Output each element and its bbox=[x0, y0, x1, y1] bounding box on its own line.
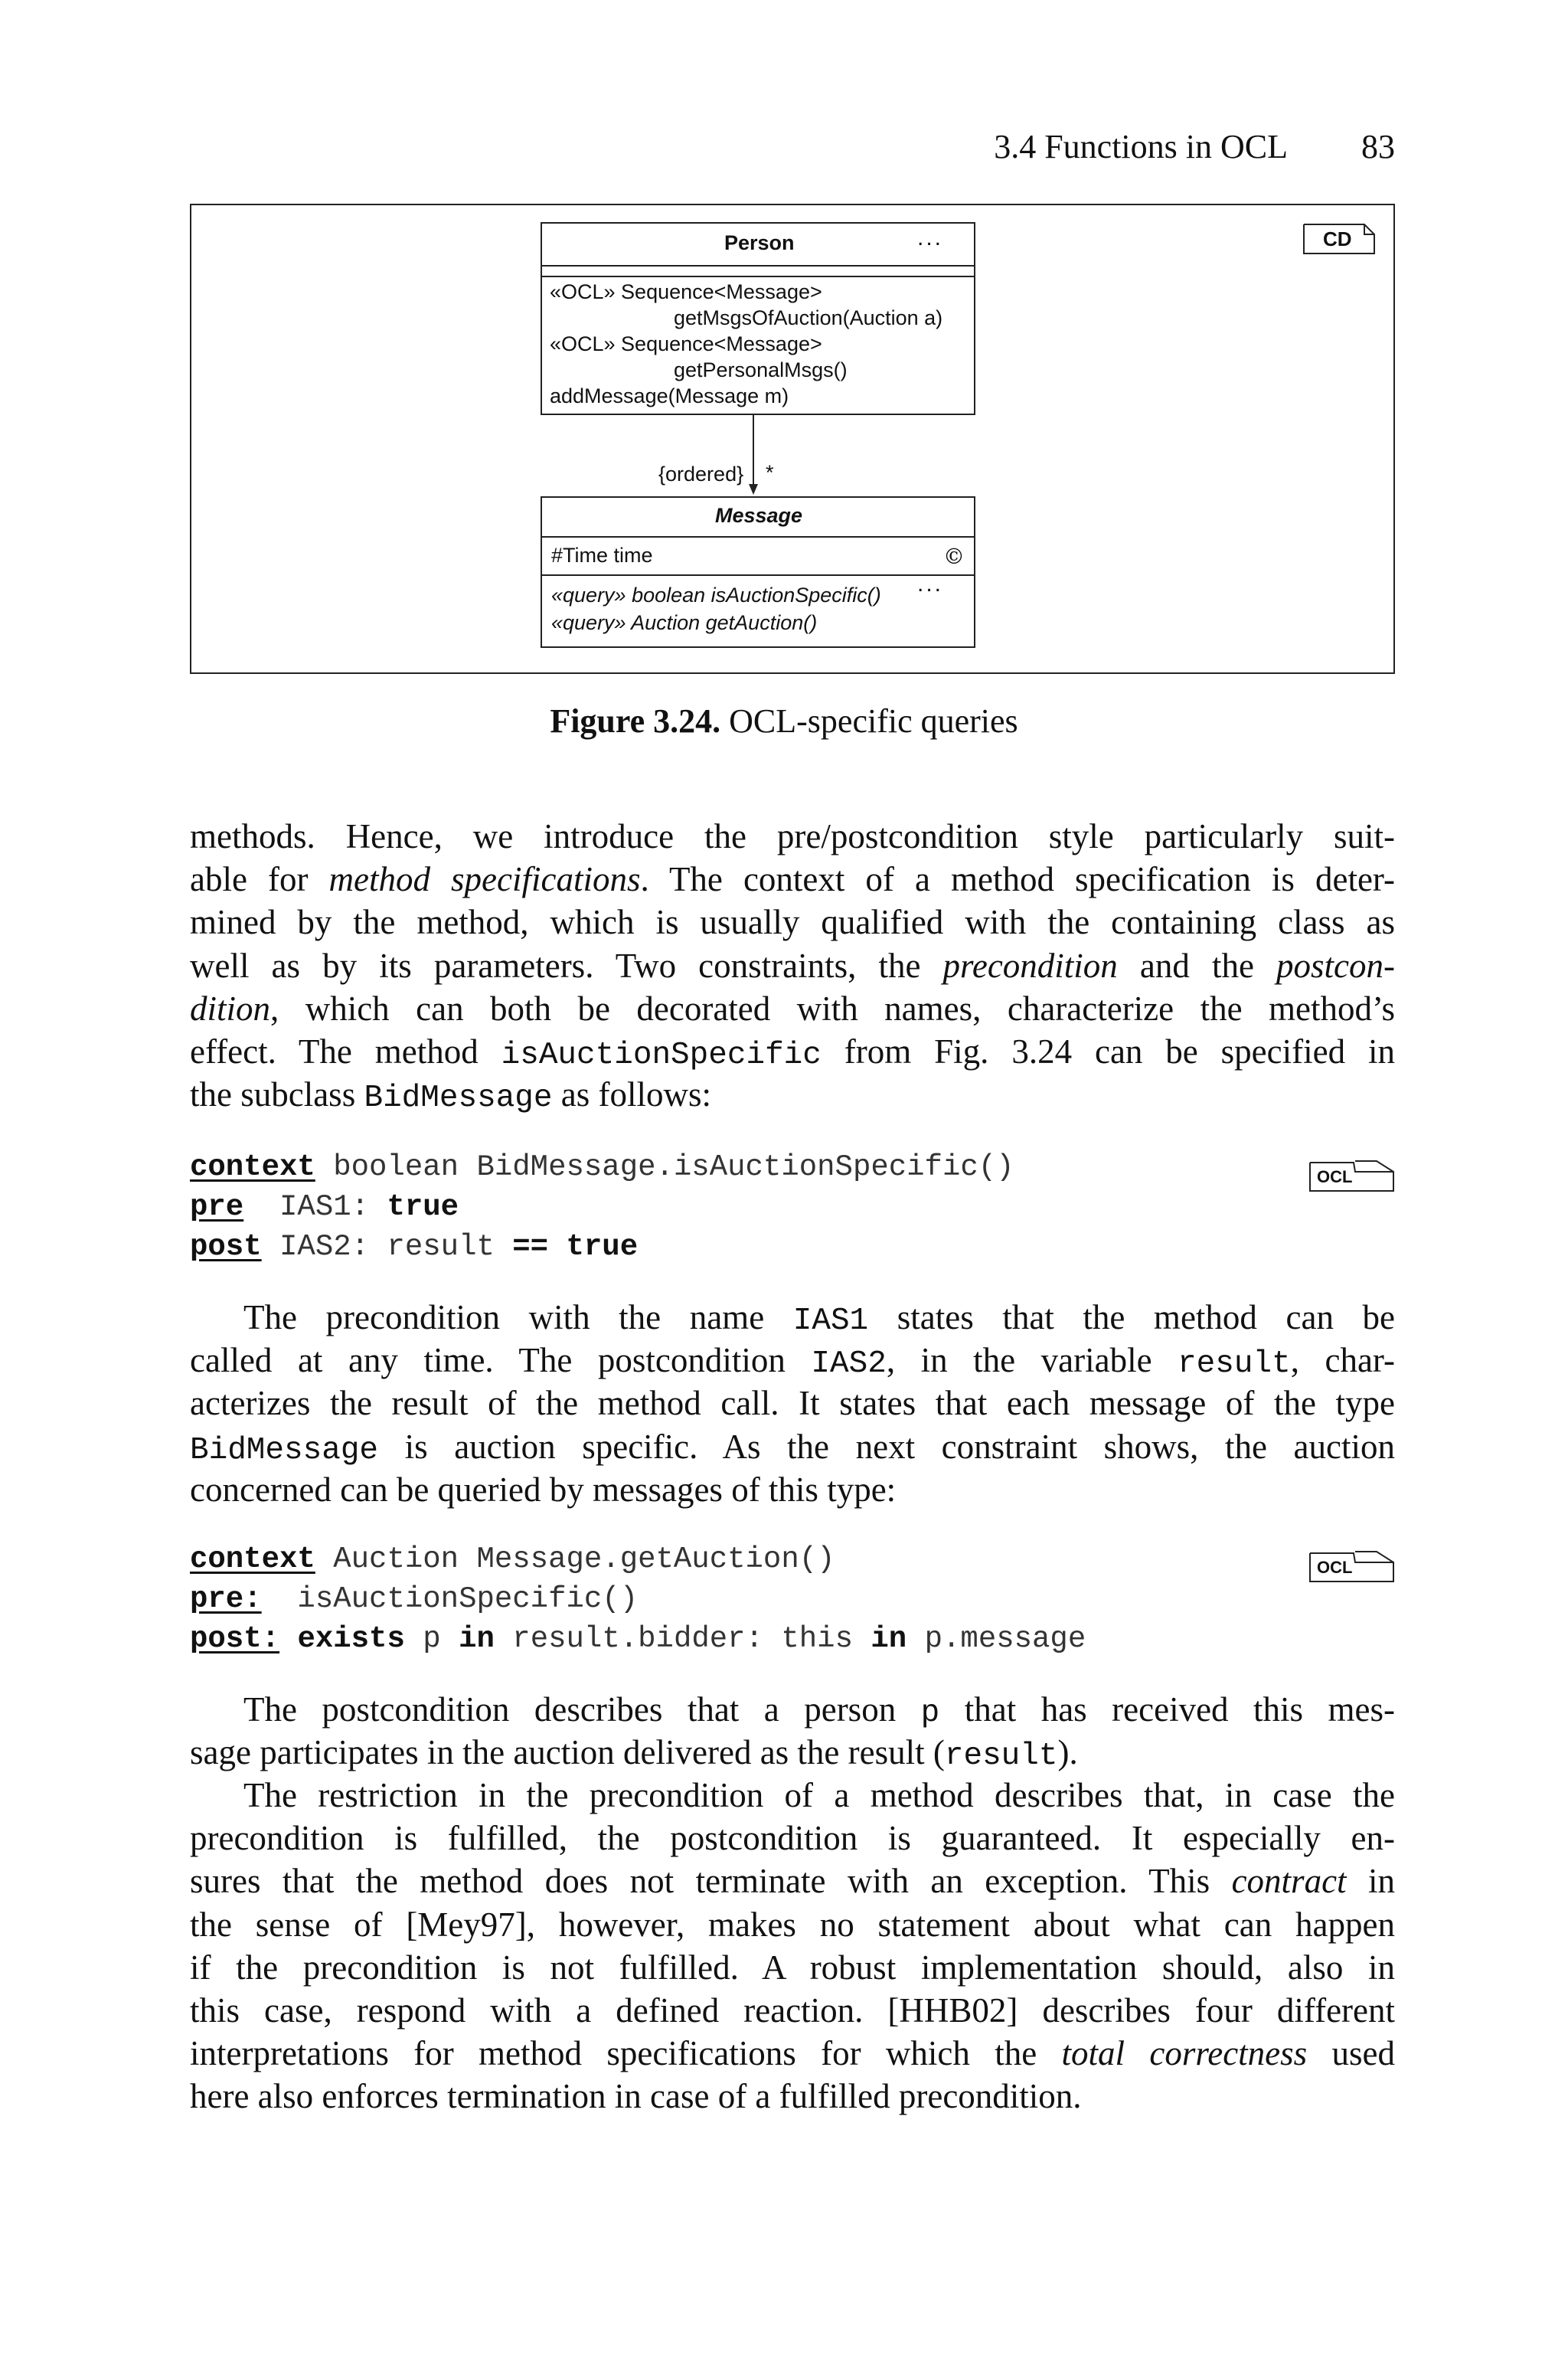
message-attribute: #Time time bbox=[551, 544, 653, 567]
code-identifier: p bbox=[920, 1696, 940, 1731]
text-line: well as by its parameters. Two constraints, the precondition and the postcon- bbox=[190, 946, 1396, 985]
code-line: context Auction Message.getAuction() bbox=[190, 1542, 835, 1576]
section-title: 3.4 Functions in OCL bbox=[994, 128, 1288, 165]
figure-caption bbox=[0, 702, 1568, 741]
text-line: mined by the method, which is usually qualified with the containing class as bbox=[190, 903, 1395, 942]
text-line: effect. The method isAuctionSpecific from Fig. 3.24 can be specified in bbox=[190, 1032, 1395, 1073]
person-method-line: addMessage(Message m) bbox=[550, 384, 789, 407]
emphasis: total correctness bbox=[1061, 2034, 1308, 2073]
ocl-code-block-2 bbox=[190, 1539, 1262, 1659]
keyword: pre: bbox=[190, 1582, 262, 1616]
keyword: post: bbox=[190, 1622, 280, 1656]
text-line: acterizes the result of the method call. It states that each message of the type bbox=[190, 1384, 1395, 1423]
message-divider-1 bbox=[542, 536, 974, 538]
text-line: sures that the method does not terminate with an exception. This contract in bbox=[190, 1862, 1395, 1901]
text-line: The restriction in the precondition of a method describes that, in case the bbox=[243, 1776, 1395, 1814]
code-line: pre: isAuctionSpecific() bbox=[190, 1582, 639, 1616]
person-method-line: getPersonalMsgs() bbox=[674, 358, 848, 381]
code-identifier: IAS1 bbox=[792, 1303, 869, 1339]
ocl-code-block-1 bbox=[190, 1147, 1262, 1267]
text-line: called at any time. The postcondition IAS2, in the variable result, char- bbox=[190, 1341, 1395, 1382]
uml-class-person bbox=[541, 222, 975, 415]
code-identifier: result bbox=[944, 1739, 1058, 1775]
paragraph-method-specifications bbox=[190, 815, 1395, 1116]
message-method-line: «query» boolean isAuctionSpecific() bbox=[551, 584, 881, 607]
class-name-message: Message bbox=[715, 504, 803, 527]
ocl-tag-label: OCL bbox=[1317, 1167, 1353, 1186]
association-arrow bbox=[735, 414, 781, 499]
ocl-tag-1 bbox=[1309, 1158, 1395, 1192]
paragraph-contract-discussion bbox=[190, 1774, 1395, 2118]
text-line: methods. Hence, we introduce the pre/postcondition style particularly suit- bbox=[190, 817, 1395, 855]
ocl-tag-label: OCL bbox=[1317, 1558, 1353, 1577]
running-header bbox=[994, 127, 1395, 166]
emphasis: contract bbox=[1231, 1862, 1347, 1901]
emphasis: postcon- bbox=[1276, 946, 1396, 985]
text-line: able for method specifications. The context of a method specification is deter- bbox=[190, 860, 1395, 899]
paragraph-postcondition-explanation bbox=[190, 1688, 1395, 1774]
text-line: dition, which can both be decorated with names, characterize the method’s bbox=[190, 989, 1395, 1028]
code-identifier: isAuctionSpecific bbox=[501, 1037, 822, 1073]
emphasis: method specifications bbox=[328, 860, 641, 899]
message-method-line: «query» Auction getAuction() bbox=[551, 611, 818, 634]
text-line: here also enforces termination in case of a fulfilled precondition. bbox=[190, 2077, 1082, 2116]
emphasis: precondition bbox=[942, 946, 1118, 985]
keyword: post bbox=[190, 1230, 262, 1264]
text-line: if the precondition is not fulfilled. A robust implementation should, also in bbox=[190, 1948, 1395, 1987]
person-ellipsis: ... bbox=[917, 225, 944, 250]
emphasis: dition bbox=[190, 989, 271, 1028]
code-identifier: BidMessage bbox=[190, 1432, 379, 1468]
text-line: concerned can be queried by messages of this type: bbox=[190, 1470, 897, 1509]
person-divider-2 bbox=[542, 276, 974, 277]
diagram-tag-label: CD bbox=[1323, 227, 1352, 250]
text-line: precondition is fulfilled, the postcondition is guaranteed. It especially en- bbox=[190, 1819, 1395, 1858]
paragraph-precondition-explanation bbox=[190, 1296, 1395, 1511]
uml-class-message bbox=[541, 496, 975, 648]
frozen-copyright-icon: © bbox=[943, 544, 965, 569]
code-identifier: IAS2 bbox=[811, 1346, 887, 1382]
class-name-person: Person bbox=[724, 231, 795, 254]
person-method-line: «OCL» Sequence<Message> bbox=[550, 332, 822, 355]
text-line: sage participates in the auction delivered as the result (result). bbox=[190, 1733, 1078, 1775]
figure-caption-text: OCL-specific queries bbox=[729, 702, 1018, 740]
message-divider-2 bbox=[542, 574, 974, 576]
text-line: the subclass BidMessage as follows: bbox=[190, 1075, 712, 1117]
message-ellipsis: ... bbox=[917, 571, 944, 597]
code-line: context boolean BidMessage.isAuctionSpecific() bbox=[190, 1150, 1014, 1184]
text-line: interpretations for method specifications for which the total correctness used bbox=[190, 2034, 1395, 2073]
figure-caption-label: Figure 3.24. bbox=[550, 702, 721, 740]
keyword: pre bbox=[190, 1190, 244, 1224]
association-multiplicity: * bbox=[766, 461, 774, 484]
text-line: the sense of [Mey97], however, makes no statement about what can happen bbox=[190, 1905, 1395, 1944]
text-line: this case, respond with a defined reaction. [HHB02] describes four different bbox=[190, 1990, 1395, 2030]
page-number: 83 bbox=[1361, 128, 1395, 165]
code-line: pre IAS1: true bbox=[190, 1190, 459, 1224]
code-line: post IAS2: result == true bbox=[190, 1230, 639, 1264]
ocl-tag-2 bbox=[1309, 1549, 1395, 1582]
keyword: context bbox=[190, 1542, 315, 1576]
keyword: context bbox=[190, 1150, 315, 1184]
class-diagram-tag bbox=[1303, 224, 1375, 254]
code-identifier: BidMessage bbox=[364, 1081, 553, 1117]
association-constraint: {ordered} bbox=[658, 463, 744, 486]
person-divider-1 bbox=[542, 265, 974, 267]
person-method-line: getMsgsOfAuction(Auction a) bbox=[674, 306, 943, 329]
code-identifier: result bbox=[1178, 1346, 1291, 1382]
code-line: post: exists p in result.bidder: this in p.message bbox=[190, 1622, 1086, 1656]
text-line: The postcondition describes that a person p that has received this mes- bbox=[243, 1690, 1395, 1731]
text-line: The precondition with the name IAS1 states that the method can be bbox=[243, 1298, 1396, 1339]
person-method-line: «OCL» Sequence<Message> bbox=[550, 280, 822, 303]
text-line: BidMessage is auction specific. As the next constraint shows, the auction bbox=[190, 1427, 1395, 1468]
